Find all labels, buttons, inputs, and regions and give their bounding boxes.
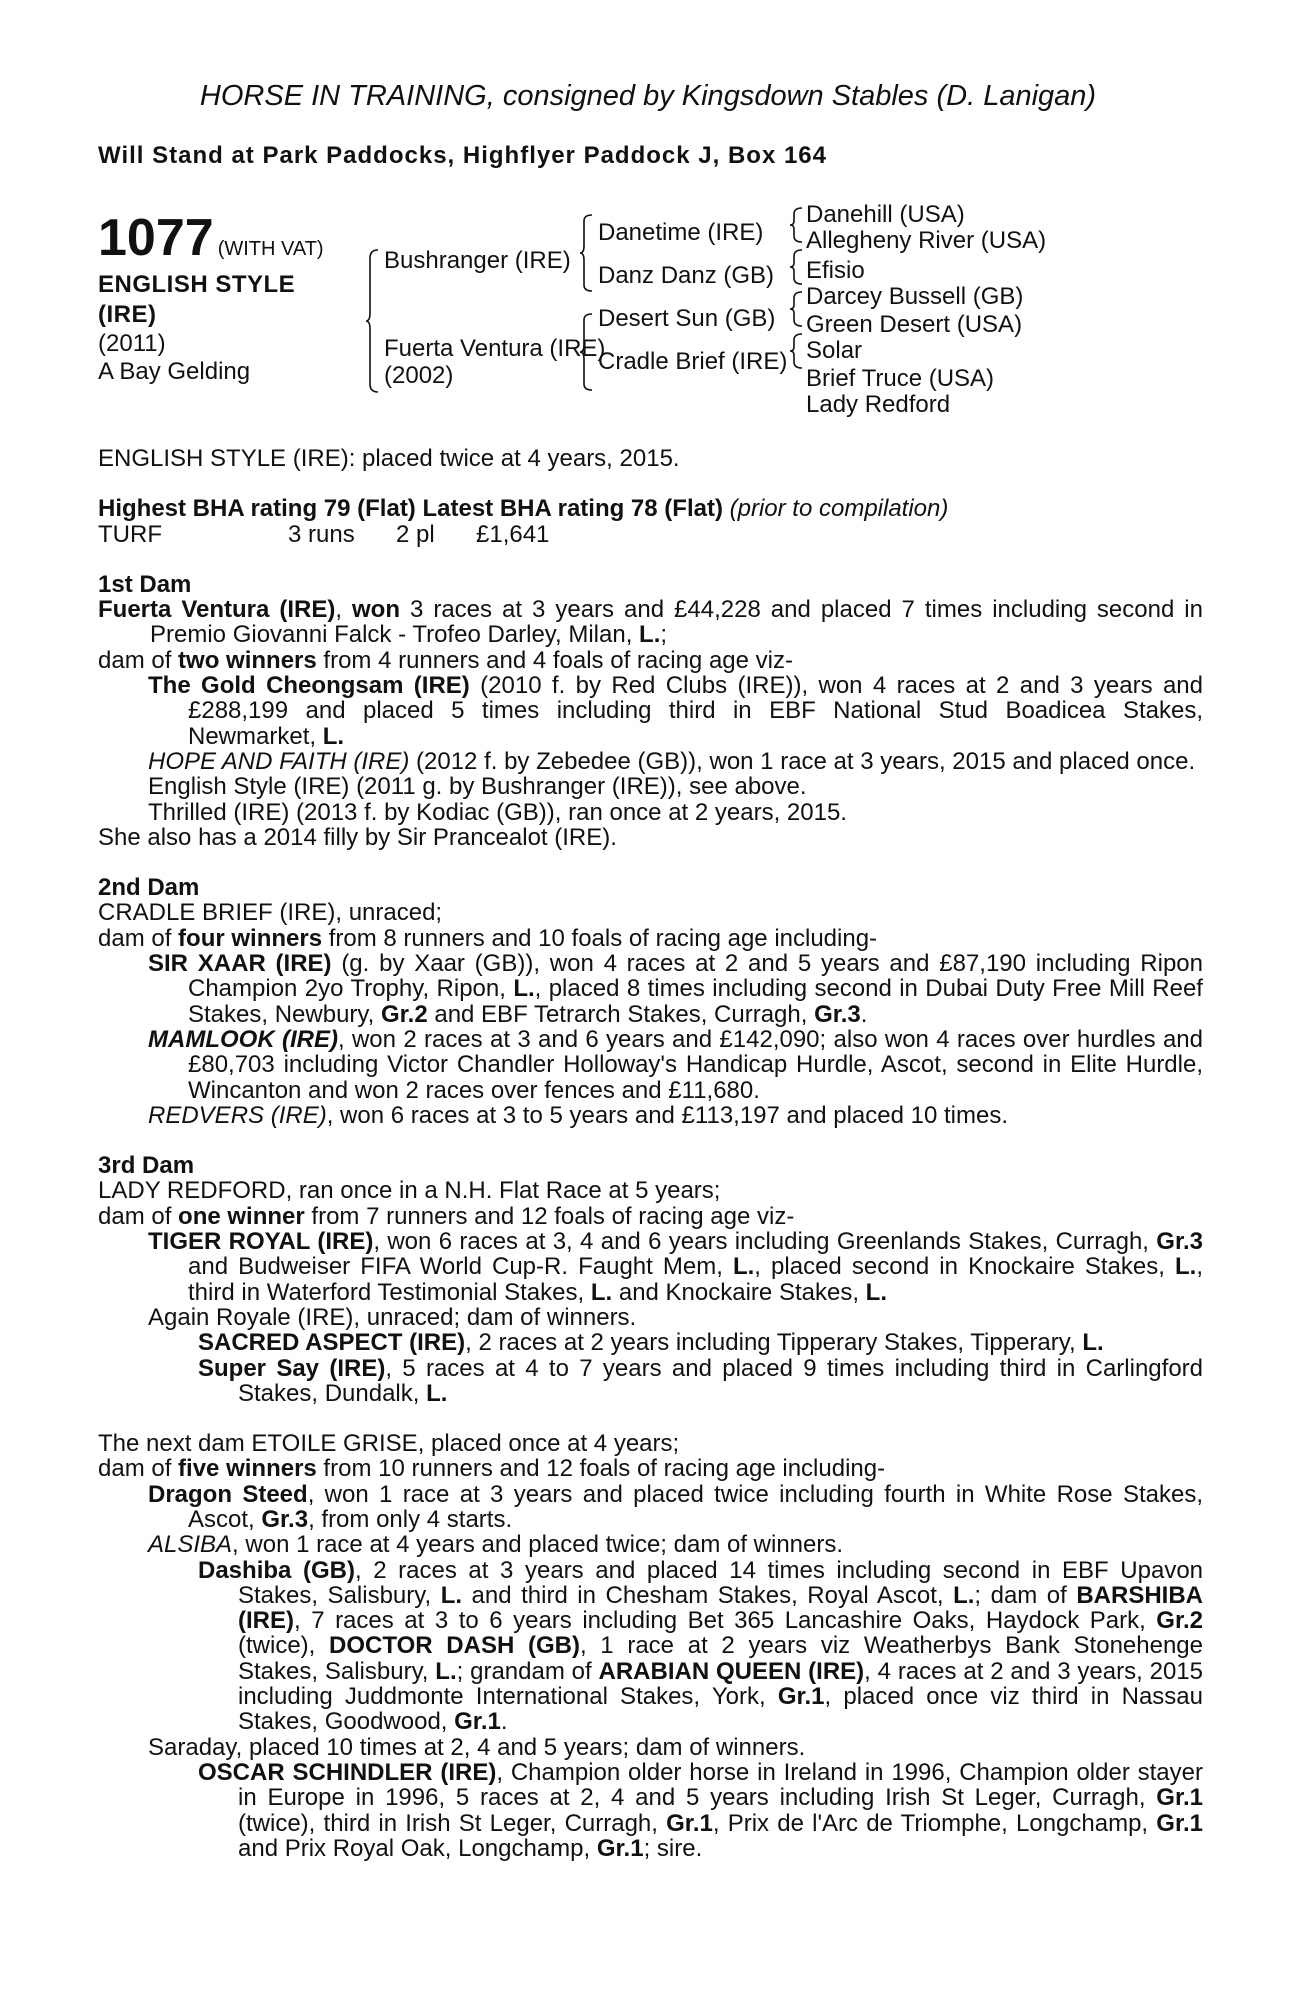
ped-gg-7: Brief Truce (USA) [806,365,995,392]
first-dam-record: Fuerta Ventura (IRE), won 3 races at 3 years and £44,228 and placed 7 times including second in Premio Giovanni Falck - Trofeo Darley, Milan, L.; [98,596,1203,649]
foal-text-g: ; grandam of [456,1657,599,1685]
second-dam-heading [98,875,1203,900]
mark-group1: Gr.1 [666,1809,713,1837]
third-dam-heading [98,1153,1203,1178]
next-dam-record: The next dam ETOILE GRISE, placed once at 4 years; [98,1430,680,1458]
foal-name: Dashiba (GB) [198,1556,355,1584]
horse-year: (2011) [98,330,166,357]
foal-text-b: , from only 4 starts. [308,1505,513,1533]
foal-text-f: , 1 race at 2 years viz Weatherbys Bank Stonehenge Stakes, Salisbury, [238,1632,1204,1685]
ped-gg-2: Allegheny River (USA) [806,227,1047,254]
foal-dragon-steed [98,1482,1203,1533]
foal-text-b: (twice), third in Irish St Leger, Curragh, [238,1809,667,1837]
first-dam-text: 3 races at 3 years and £44,228 and placed 7 times including second in Premio Giovanni Falck - Trofeo Darley, Milan, [150,596,1203,649]
turf-record [98,522,1203,547]
grandfoal-sacred-aspect [98,1330,1203,1355]
pedigree-bracket-main [366,248,382,394]
mark-group1: Gr.1 [1156,1809,1203,1837]
mark-group1: Gr.1 [596,1834,644,1862]
first-dam-heading [98,572,1203,597]
foal-text-a: , won 1 race at 3 years and placed twice including fourth in White Rose Stakes, Ascot, [188,1480,1203,1533]
mark-group2: Gr.2 [380,1000,428,1028]
foal-again-royale: Again Royale (IRE), unraced; dam of winners. [148,1303,637,1331]
mark-listed: L. [440,1581,463,1609]
pedigree-bracket-g2 [790,248,804,288]
first-dam-produce [98,648,1203,673]
mark-listed: L. [953,1581,975,1609]
foal-text-e: ; sire. [643,1834,703,1862]
rating-line [98,496,1203,521]
mark-listed: L. [513,975,535,1003]
foal-text-i: , placed once viz third in Nassau Stakes, Goodwood, [238,1683,1203,1736]
mark-group2: Gr.2 [1156,1607,1203,1635]
second-dam-produce-winners: four winners [178,924,323,952]
foal-name: SACRED ASPECT (IRE) [198,1329,466,1357]
catalogue-body [98,446,1203,1861]
mark-group1: Gr.1 [777,1683,825,1711]
first-dam-won: won [352,596,401,624]
grandfoal-super-say [98,1356,1203,1407]
foal-text-d: and Prix Royal Oak, Longchamp, [238,1834,597,1862]
foal-text-e: and Knockaire Stakes, [612,1278,866,1306]
foal-text-d: , 7 races at 3 to 6 years including Bet 365 Lancashire Oaks, Haydock Park, [294,1607,1157,1635]
ped-dam: Fuerta Ventura (IRE) [384,335,606,362]
ped-dam-year: (2002) [384,362,454,389]
first-dam-produce-b: from 4 runners and 4 foals of racing age viz- [316,646,793,674]
mark-group3: Gr.3 [261,1505,309,1533]
first-dam-produce-winners: two winners [178,646,317,674]
turf-placed: 2 pl [396,520,435,548]
foal-name: SIR XAAR (IRE) [148,950,332,978]
foal-text: (2010 f. by Red Clubs (IRE)), won 4 races at 2 and 3 years and £288,199 and placed 5 times including third in EBF National Stud Boadicea Stakes, Newmarket, [188,672,1204,750]
ped-gg-1: Danehill (USA) [806,201,965,228]
turf-runs: 3 runs [288,520,355,548]
third-dam-produce-b: from 7 runners and 12 foals of racing age viz- [304,1202,795,1230]
foal-text: , 5 races at 4 to 7 years and placed 9 times including third in Carlingford Stakes, Dundalk, [238,1354,1204,1407]
mark-group3: Gr.3 [1156,1228,1203,1256]
second-dam-record: CRADLE BRIEF (IRE), unraced; [98,899,443,927]
foal-text: , won 2 races at 3 and 6 years and £142,090; also won 4 races over hurdles and £80,703 including Victor Chandler Holloway's Handicap Hurdle, Ascot, second in Elite Hurdle, Wincanton and won 2 races over fences and £11,680. [188,1025,1203,1104]
third-dam-heading-text: 3rd Dam [98,1152,195,1180]
foal-text: (2012 f. by Zebedee (GB)), won 1 race at 3 years, 2015 and placed once. [409,747,1196,775]
foal-text: , won 1 race at 4 years and placed twice; dam of winners. [232,1531,844,1559]
pedigree-bracket-dam [580,312,596,394]
foal-english-style: English Style (IRE) (2011 g. by Bushranger (IRE)), see above. [148,773,807,801]
foal-name: The Gold Cheongsam (IRE) [148,672,470,700]
mark-listed: L. [865,1278,887,1306]
mark-listed: L. [1082,1329,1104,1357]
foal-saraday: Saraday, placed 10 times at 2, 4 and 5 years; dam of winners. [148,1733,806,1761]
pedigree-bracket-g3 [790,290,804,330]
mark-listed: L. [322,722,345,750]
foal-text-c: , placed second in Knockaire Stakes, [754,1253,1175,1281]
produce-name-doctor-dash: DOCTOR DASH (GB) [329,1632,580,1660]
ped-sire: Bushranger (IRE) [384,247,571,274]
foal-name: ALSIBA [148,1531,233,1559]
horse-name [98,270,295,330]
rating-note: (prior to compilation) [729,495,949,523]
foal-sir-xaar [98,951,1203,1027]
foal-tiger-royal [98,1229,1203,1305]
foal-text-h: , 4 races at 2 and 3 years, 2015 including Juddmonte International Stakes, York, [238,1657,1203,1711]
vat-note: (WITH VAT) [217,238,324,260]
foal-alsiba [98,1532,1203,1557]
second-dam-produce-b: from 8 runners and 10 foals of racing age including- [322,924,878,952]
ped-dam-dam: Cradle Brief (IRE) [598,348,788,375]
pedigree-bracket-g1 [790,206,804,246]
mark-group1: Gr.1 [1156,1784,1203,1812]
mark-listed: L. [435,1657,457,1685]
first-dam-heading-text: 1st Dam [98,570,192,598]
mark-listed: L. [639,621,661,649]
foal-period: . [500,1708,508,1736]
horse-info [98,330,250,386]
foal-name: MAMLOOK (IRE) [148,1025,338,1053]
foal-name: Dragon Steed [148,1480,308,1508]
foal-text-a: , won 6 races at 3, 4 and 6 years including Greenlands Stakes, Curragh, [373,1228,1157,1256]
pedigree-bracket-g4 [790,332,804,372]
second-dam-produce-a: dam of [98,924,179,952]
ped-gg-3: Efisio [806,257,865,284]
mark-group1: Gr.1 [454,1708,501,1736]
stand-location: Will Stand at Park Paddocks, Highflyer Paddock J, Box 164 [98,142,827,169]
foal-name: HOPE AND FAITH (IRE) [148,747,410,775]
foal-text-e: (twice), [238,1632,330,1660]
ped-dam-sire: Desert Sun (GB) [598,305,776,332]
third-dam-produce-winners: one winner [178,1202,305,1230]
mark-listed: L. [590,1278,613,1306]
foal-name: REDVERS (IRE) [148,1101,327,1129]
foal-mamlook [98,1027,1203,1103]
ped-gg-5: Green Desert (USA) [806,311,1023,338]
horse-name-line2: (IRE) [98,301,157,328]
mark-group3: Gr.3 [814,1000,861,1028]
foal-name: Super Say (IRE) [198,1354,386,1382]
third-dam-produce [98,1204,1203,1229]
foal-text-c: ; dam of [974,1581,1077,1609]
first-dam-name: Fuerta Ventura (IRE) [98,596,336,624]
foal-text-b: and Budweiser FIFA World Cup-R. Faught Mem, [188,1253,733,1281]
rating-text: Highest BHA rating 79 (Flat) Latest BHA rating 78 (Flat) [98,495,723,523]
foal-text-a: , 2 races at 3 years and placed 14 times including second in EBF Upavon Stakes, Salisbury, [238,1556,1204,1609]
foal-the-gold-cheongsam [98,673,1203,749]
foal-text-c: , Prix de l'Arc de Triomphe, Longchamp, [712,1809,1157,1837]
foal-text-c: and EBF Tetrarch Stakes, Curragh, [427,1000,815,1028]
grandfoal-oscar-schindler [98,1760,1203,1861]
next-dam-produce-winners: five winners [178,1455,317,1483]
mark-listed: L. [426,1379,448,1407]
foal-hope-and-faith [98,749,1203,774]
foal-2014-filly: She also has a 2014 filly by Sir Prancealot (IRE). [98,823,617,851]
horse-name-line1: ENGLISH STYLE [98,271,296,298]
foal-period: . [860,1000,868,1028]
foal-name: OSCAR SCHINDLER (IRE) [198,1758,497,1786]
ped-gg-4: Darcey Bussell (GB) [806,283,1024,310]
grandfoal-dashiba [98,1558,1203,1735]
foal-text-d: , third in Waterford Testimonial Stakes, [188,1253,1203,1306]
second-dam-produce [98,926,1203,951]
next-dam-produce-b: from 10 runners and 12 foals of racing age including- [316,1455,886,1483]
turf-prize: £1,641 [476,520,550,548]
next-dam-produce [98,1456,1203,1481]
foal-thrilled: Thrilled (IRE) (2013 f. by Kodiac (GB)), ran once at 2 years, 2015. [148,798,847,826]
lot-heading [98,208,324,268]
mark-listed: L. [1175,1253,1197,1281]
mark-listed: L. [732,1253,755,1281]
first-dam-end: ; [660,621,668,649]
second-dam-heading-text: 2nd Dam [98,874,200,902]
lot-number: 1077 [98,209,214,267]
foal-redvers [98,1103,1203,1128]
foal-name: TIGER ROYAL (IRE) [148,1228,374,1256]
foal-text: , 2 races at 2 years including Tipperary Stakes, Tipperary, [465,1329,1083,1357]
horse-description: A Bay Gelding [98,358,251,385]
ped-sire-dam: Danz Danz (GB) [598,262,775,289]
summary-line: ENGLISH STYLE (IRE): placed twice at 4 years, 2015. [98,445,680,472]
foal-text-a: , Champion older horse in Ireland in 1996, Champion older stayer in Europe in 1996, 5 races at 2, 4 and 5 years including Irish St Leger, Curragh, [238,1758,1203,1812]
pedigree-bracket-sire [580,213,596,295]
foal-text-b: , placed 8 times including second in Dubai Duty Free Mill Reef Stakes, Newbury, [188,975,1203,1028]
third-dam-record: LADY REDFORD, ran once in a N.H. Flat Race at 5 years; [98,1177,721,1205]
first-dam-produce-a: dam of [98,646,179,674]
next-dam-produce-a: dam of [98,1455,179,1483]
produce-name-arabian-queen: ARABIAN QUEEN (IRE) [598,1657,865,1685]
ped-gg-6: Solar [806,337,863,364]
page-title: HORSE IN TRAINING, consigned by Kingsdown Stables (D. Lanigan) [199,80,1097,112]
foal-text-a: (g. by Xaar (GB)), won 4 races at 2 and 5 years and £87,190 including Ripon Champion 2yo Trophy, Ripon, [188,950,1203,1003]
ped-sire-sire: Danetime (IRE) [598,219,764,246]
foal-text-b: and third in Chesham Stakes, Royal Ascot, [462,1581,954,1609]
ped-gg-8: Lady Redford [806,391,951,418]
produce-name-barshiba: BARSHIBA (IRE) [238,1581,1204,1635]
turf-label: TURF [98,520,162,548]
third-dam-produce-a: dam of [98,1202,179,1230]
foal-text: , won 6 races at 3 to 5 years and £113,197 and placed 10 times. [326,1101,1009,1129]
